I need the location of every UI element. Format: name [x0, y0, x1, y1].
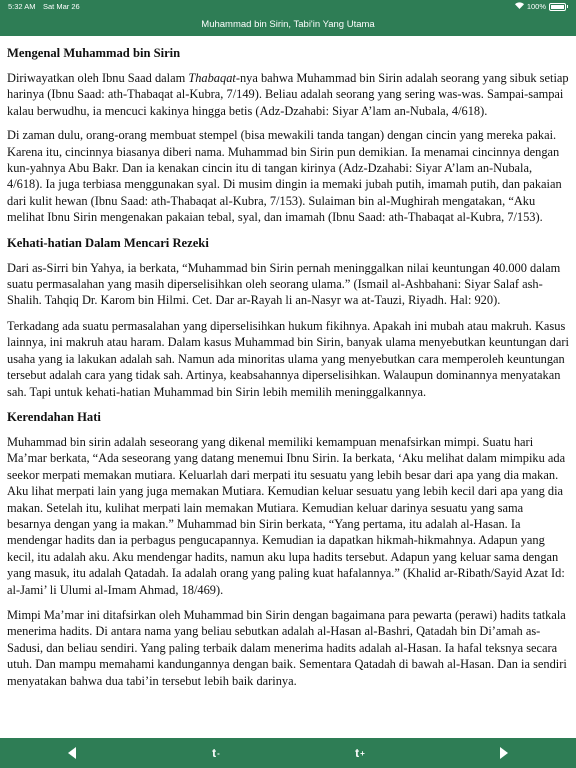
triangle-left-icon — [68, 747, 76, 759]
article-content[interactable] — [0, 36, 576, 738]
paragraph-4: Terkadang ada suatu permasalahan yang diperselisihkan hukum fikihnya. Apakah ini mubah atau makruh. Kasus lainnya, ini makruh atau haram. Dalam kasus Muhammad bin Sirin, banyak ulama menyebutkan keuntungan dari usaha yang ia lakukan adalah sah. Namun ada minoritas ulama yang menyebutkan cara memperoleh keuntungan tersebut adalah cara yang tidak sah. Artinya, keabsahannya diperselisihkan. Walaupun dominannya menyatakan sah. Tapi untuk kehati-hatian Muhammad bin Sirin lebih memilih meninggalkannya. — [7, 318, 569, 399]
paragraph-2: Di zaman dulu, orang-orang membuat stempel (bisa mewakili tanda tangan) dengan cincin yang mereka pakai. Karena itu, cincinnya biasanya diberi nama. Muhammad bin Sirin pun demikian. Ia menamai cincinnya dengan kun-yahnya Abu Bakr. Dan ia kenakan cincin itu di tangan kirinya (Adz-Dzahabi: Siyar A’lam an-Nubala, 4/618). Ia juga terbiasa menggunakan syal. Di musim dingin ia memaki jubah putih, imamah putih, dan pakaian dari kulit hewan (Ibnu Saad: ath-Thabaqat al-Kubra, 7/153). Sulaiman bin al-Mughirah mengatakan, “Aku melihat Ibnu Sirin mengenakan pakaian tebal, syal, dan imamah (Ibnu Saad: ath-Thabaqat al-Kubra, 7/153). — [7, 128, 562, 225]
font-decrease-button[interactable] — [144, 738, 288, 768]
previous-button[interactable] — [0, 738, 144, 768]
battery-icon — [549, 3, 566, 11]
triangle-right-icon — [500, 747, 508, 759]
paragraph-3: Dari as-Sirri bin Yahya, ia berkata, “Muhammad bin Sirin pernah meninggalkan nilai keuntungan 40.000 dalam suatu permasalahan yang masih diperselisihkan oleh seorang ulama.” (Ismail al-Ashbahani: Siyar Salaf ash-Shalih. Tahqiq Dr. Karom bin Hilmi. Cet. Dar ar-Rayah li an-Nasyr wa at-Tauzi, Riyadh. Hal: 920). — [7, 260, 561, 308]
page-title: Muhammad bin Sirin, Tabi'in Yang Utama — [201, 19, 375, 30]
paragraph-1-start: Diriwayatkan oleh Ibnu Saad dalam — [7, 71, 189, 85]
font-increase-label: t — [355, 746, 360, 760]
paragraph-1-rest: -nya bahwa Muhammad bin Sirin adalah seorang yang sibuk setiap harinya (Ibnu Saad: ath-Thabaqat al-Kubra, 7/149). Beliau adalah seorang yang sering was-was. Sampai-sampai kalau berwudhu, ia mencuci kakinya hingga betis (Adz-Dzahabi: Siyar A’lam an-Nubala, 4/618). — [7, 71, 569, 118]
battery-percent: 100% — [526, 2, 546, 11]
section-heading-1: Mengenal Muhammad bin Sirin — [7, 46, 181, 60]
battery-tip — [567, 5, 568, 8]
font-decrease-label: t — [212, 746, 217, 760]
status-time: 5:32 AM — [8, 2, 36, 11]
paragraph-1 — [7, 70, 569, 119]
next-button[interactable] — [432, 738, 576, 768]
paragraph-6: Mimpi Ma’mar ini ditafsirkan oleh Muhammad bin Sirin dengan bagaimana para pewarta (perawi) hadits tatkala menerima hadits. Di antara nama yang beliau sebutkan adalah al-Hasan al-Bashri, Qatadah bin Di’amah as-Sadusi, dan beliau sendiri. Yang paling terbaik dalam menerima hadits adalah al-Hasan. Ia hafal teksnya secara utuh. Dan mampu memahami kandungannya dengan baik. Sementara Qatadah di bawah al-Hasan. Dan ia sendiri menyatakan bahwa dua tabi’in tersebut lebih baik darinya. — [7, 607, 567, 688]
font-increase-button[interactable] — [288, 738, 432, 768]
bottom-toolbar — [0, 738, 576, 768]
status-right — [515, 2, 568, 11]
section-heading-3: Kerendahan Hati — [7, 409, 101, 424]
section-heading-2: Kehati-hatian Dalam Mencari Rezeki — [7, 235, 209, 250]
font-decrease-sign: - — [217, 748, 220, 758]
wifi-icon — [515, 2, 524, 11]
status-date: Sat Mar 26 — [43, 2, 80, 11]
title-bar — [0, 14, 576, 36]
paragraph-1-italic: Thabaqat — [188, 71, 236, 85]
status-bar — [0, 0, 576, 14]
font-increase-sign: + — [360, 748, 365, 758]
paragraph-5: Muhammad bin sirin adalah seseorang yang dikenal memiliki kemampuan menafsirkan mimpi. Suatu hari Ma’mar berkata, “Ada seseorang yang datang menemui Ibnu Sirin. Ia berkata, ‘Aku melihat dalam mimpiku ada seekor merpati memakan mutiara. Keluarlah dari merpati itu sesuatu yang lebih besar dari apa yang dia makan. Aku lihat merpati lain yang juga memakan Mutiara. Kemudian keluar sesuatu yang lebih kecil dari apa yang dia makan. Setelah itu, kulihat merpati lain memakan Mutiara. Kemudian keluar darinya sesuatu yang sama besarnya dengan yang ia makan.” Muhammad bin Sirin berkata, “Yang pertama, itu adalah al-Hasan. Ia mendengar hadits dan ia perbagus pengucapannya. Kemudian ia dapatkan hikmah-hikmahnya. Adapun yang kecil, itu adalah aku. Aku mendengar hadits, namun aku lupa hadits tersebut. Adapun yang keluar sama dengan yang masuk, itu adalah Qatadah. Ia adalah orang yang paling kuat hafalannya.” (Khalid ar-Ribath/Sayid Azat Id: al-Jami’ li Ulumi al-Imam Ahmad, 18/469). — [7, 434, 566, 597]
